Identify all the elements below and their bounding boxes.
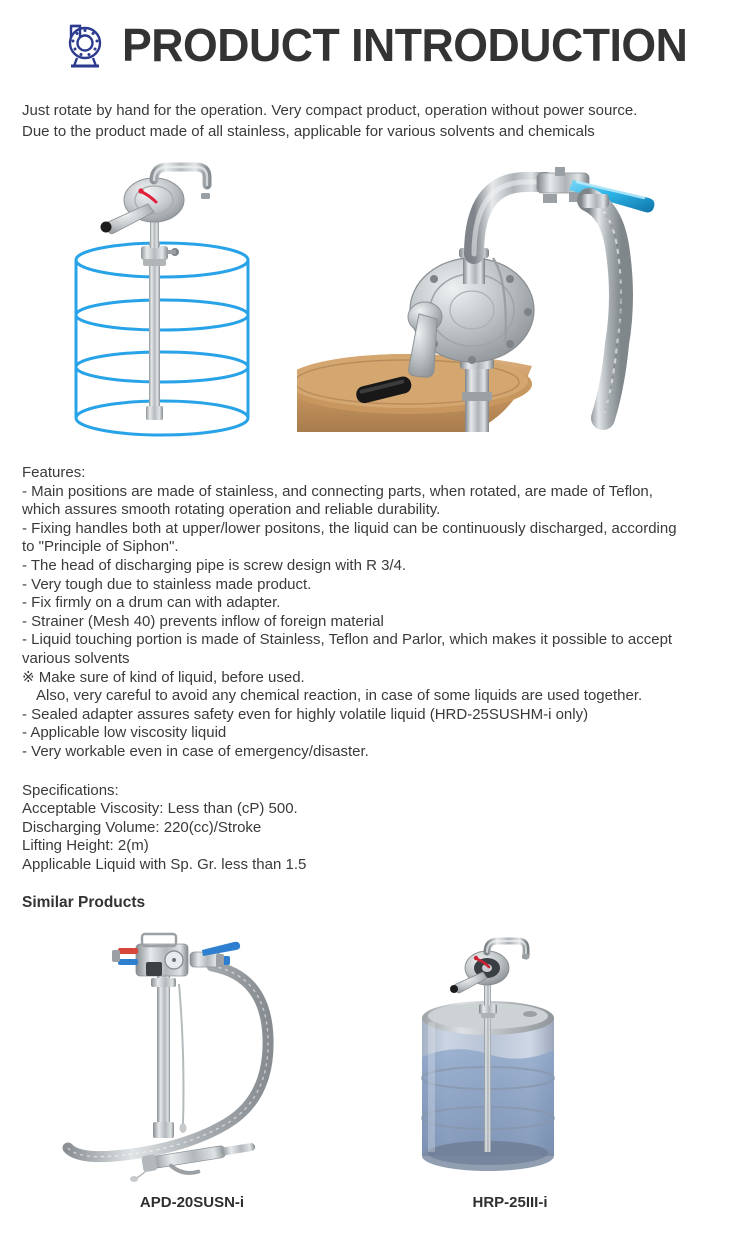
similar-product-card[interactable] xyxy=(380,926,640,1226)
specification-line: Lifting Height: 2(m) xyxy=(22,837,149,855)
rotary-hand-pump-on-outlined-drum-image xyxy=(30,160,295,450)
feature-item: which assures smooth rotating operation and reliable durability. xyxy=(22,501,441,519)
features-note-line-2: Also, very careful to avoid any chemical reaction, in case of some liquids are used together. xyxy=(36,687,643,705)
specification-line: Discharging Volume: 220(cc)/Stroke xyxy=(22,818,262,836)
feature-item: - Sealed adapter assures safety even for highly volatile liquid (HRD-25SUSHM-i only) xyxy=(22,705,589,723)
centrifugal-pump-icon xyxy=(58,19,110,71)
stainless-rotary-pump-with-hose-image xyxy=(297,162,697,447)
features-note-line-1: ※ Make sure of kind of liquid, before used. xyxy=(22,668,305,686)
specifications-heading: Specifications: xyxy=(22,781,119,799)
feature-item: to "Principle of Siphon". xyxy=(22,538,179,556)
feature-item: - Applicable low viscosity liquid xyxy=(22,724,227,742)
intro-paragraph xyxy=(22,100,728,142)
feature-item: - Liquid touching portion is made of Stainless, Teflon and Parlor, which makes it possible to accept xyxy=(22,631,673,649)
features-block xyxy=(22,464,734,762)
feature-item: - Main positions are made of stainless, and connecting parts, when rotated, are made of Teflon, xyxy=(22,482,653,500)
feature-item: - Very tough due to stainless made product. xyxy=(22,575,312,593)
specification-line: Acceptable Viscosity: Less than (cP) 500. xyxy=(22,800,298,818)
intro-line-2: Due to the product made of all stainless, applicable for various solvents and chemicals xyxy=(22,123,595,140)
similar-product-caption: APD-20SUSN-i xyxy=(139,1194,245,1212)
similar-product-caption: HRP-25III-i xyxy=(472,1194,548,1212)
similar-product-card[interactable] xyxy=(62,926,322,1226)
similar-products-row xyxy=(0,926,750,1226)
feature-item: - Very workable even in case of emergency/disaster. xyxy=(22,742,369,760)
feature-item: - Fixing handles both at upper/lower positons, the liquid can be continuously discharged, according xyxy=(22,519,677,537)
air-operated-drum-pump-image xyxy=(62,926,322,1188)
features-heading: Features: xyxy=(22,464,86,481)
feature-item: various solvents xyxy=(22,649,130,667)
hero-image-row xyxy=(0,160,750,450)
feature-item: - Strainer (Mesh 40) prevents inflow of foreign material xyxy=(22,612,384,630)
page-title: PRODUCT INTRODUCTION xyxy=(122,19,688,71)
rotary-hand-pump-on-transparent-drum-image xyxy=(380,926,640,1188)
feature-item: - Fix firmly on a drum can with adapter. xyxy=(22,594,281,612)
specifications-block xyxy=(22,782,734,875)
intro-line-1: Just rotate by hand for the operation. Very compact product, operation without power source. xyxy=(22,102,638,119)
similar-products-heading: Similar Products xyxy=(22,894,146,912)
page-header xyxy=(0,0,750,72)
specification-line: Applicable Liquid with Sp. Gr. less than 1.5 xyxy=(22,855,307,873)
feature-item: - The head of discharging pipe is screw design with R 3/4. xyxy=(22,556,407,574)
